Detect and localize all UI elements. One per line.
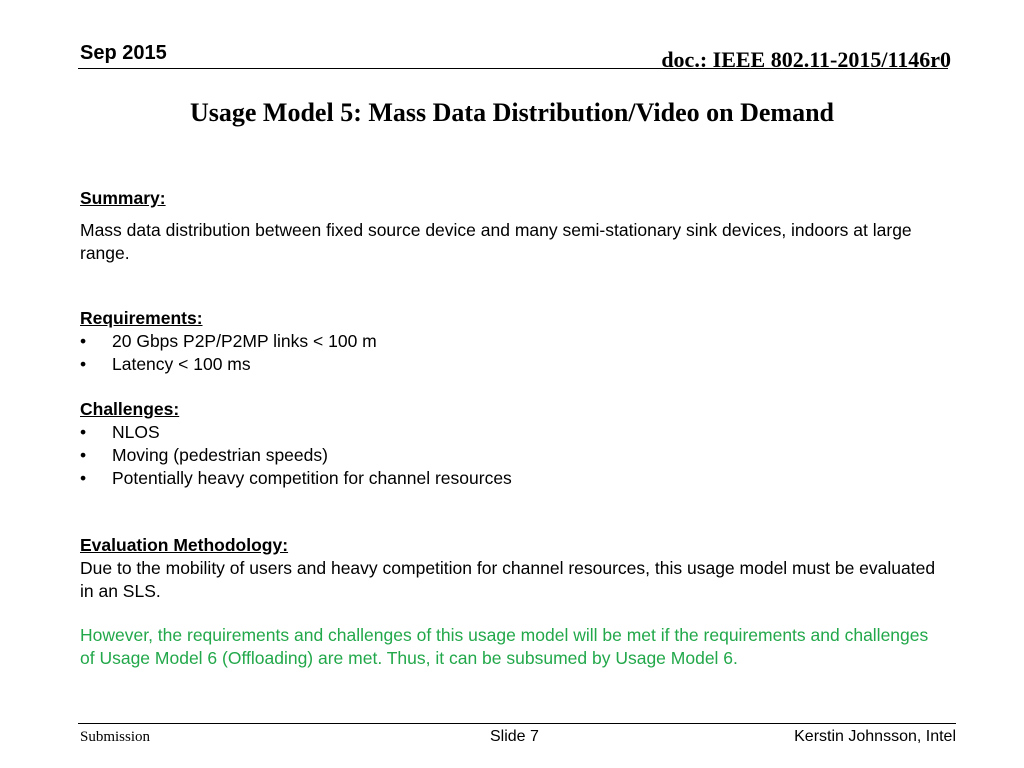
list-item-text: 20 Gbps P2P/P2MP links < 100 m (112, 331, 377, 351)
list-item (80, 330, 940, 353)
bullet-icon: • (80, 354, 87, 374)
subsumption-note: However, the requirements and challenges of this usage model will be met if the requirements and challenges of Usage Model 6 (Offloading) are met. Thus, it can be subsumed by Usage Model 6. (80, 625, 929, 668)
header-divider (78, 68, 948, 69)
header-doc-id: doc.: IEEE 802.11-2015/1146r0 (661, 47, 951, 72)
list-item-text: Latency < 100 ms (112, 354, 251, 374)
footer-author: Kerstin Johnsson, Intel (794, 728, 956, 745)
challenges-list (80, 421, 940, 490)
requirements-list (80, 330, 940, 376)
list-item-text: Potentially heavy competition for channel resources (112, 468, 512, 488)
footer-slide-number: Slide 7 (490, 728, 539, 745)
bullet-icon: • (80, 422, 87, 442)
evaluation-section (80, 534, 950, 603)
list-item-text: NLOS (112, 422, 160, 442)
bullet-icon: • (80, 468, 87, 488)
summary-heading: Summary: (80, 188, 166, 208)
header-date: Sep 2015 (80, 42, 167, 64)
list-item (80, 421, 940, 444)
requirements-heading: Requirements: (80, 308, 203, 328)
requirements-section (80, 307, 940, 376)
footer-submission: Submission (80, 729, 151, 745)
list-item-text: Moving (pedestrian speeds) (112, 445, 328, 465)
bullet-icon: • (80, 331, 87, 351)
slide-title: Usage Model 5: Mass Data Distribution/Video on Demand (190, 98, 834, 127)
list-item (80, 353, 940, 376)
evaluation-text: Due to the mobility of users and heavy competition for channel resources, this usage model must be evaluated in an SLS. (80, 558, 936, 601)
challenges-heading: Challenges: (80, 399, 180, 419)
list-item (80, 467, 940, 490)
list-item (80, 444, 940, 467)
footer-divider (78, 723, 956, 724)
summary-text: Mass data distribution between fixed source device and many semi-stationary sink devices, indoors at large range. (80, 220, 912, 263)
bullet-icon: • (80, 445, 87, 465)
evaluation-heading: Evaluation Methodology: (80, 535, 289, 555)
challenges-section (80, 398, 940, 490)
